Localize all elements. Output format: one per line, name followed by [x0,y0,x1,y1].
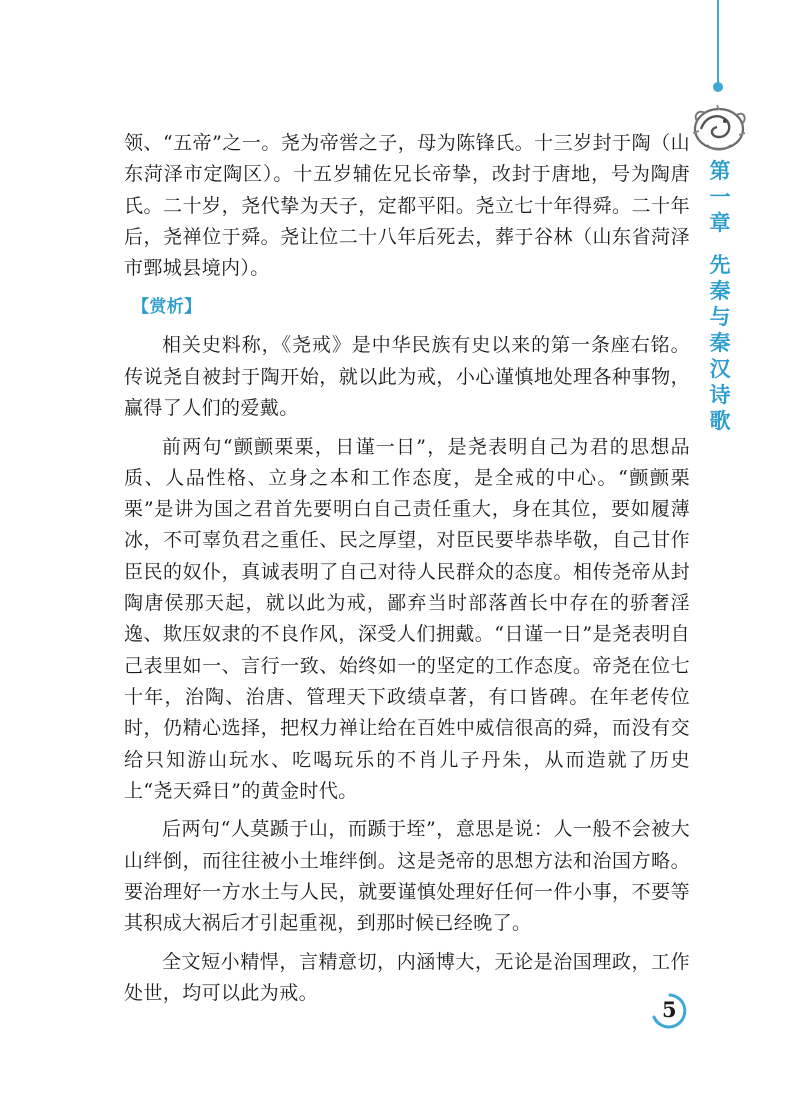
chapter-title-char: 诗 [709,383,731,407]
chapter-char: 一 [709,185,731,209]
chapter-title-char: 秦 [709,331,731,355]
paragraph-last-lines: 后两句“人莫踬于山，而踬于垤”，意思是说：人一般不会被大山绊倒，而往往被小土堆绊倒。这是尧帝的思想方法和治国方略。要治理好一方水土与人民，就要谨慎处理好任何一件小事，不要等其积成大祸后才引起重视，到那时候已经晚了。 [124,818,690,935]
page-number-badge [648,991,688,1031]
chapter-title-char: 与 [709,305,731,329]
chapter-vertical-label [700,158,740,434]
paragraph-first-lines: 前两句“颤颤栗栗，日谨一日”，是尧表明自己为君的思想品质、人品性格、立身之本和工作态度，是全戒的中心。“颤颤栗栗”是讲为国之君首先要明白自己责任重大，身在其位，要如履薄冰，不可辜负君之重任、民之厚望，对臣民要毕恭毕敬，自己甘作臣民的奴仆，真诚表明了自己对待人民群众的态度。相传尧帝从封陶唐侯那天起，就以此为戒，鄙弃当时部落酋长中存在的骄奢淫逸、欺压奴隶的不良作风，深受人们拥戴。“日谨一日”是尧表明自己表里如一、言行一致、始终如一的坚定的工作态度。帝尧在位七十年，治陶、治唐、管理天下政绩卓著，有口皆碑。在年老传位时，仍精心选择，把权力禅让给在百姓中威信很高的舜，而没有交给只知游山玩水、吃喝玩乐的不肖儿子丹朱，从而造就了历史上“尧天舜日”的黄金时代。 [124,435,690,802]
chapter-title-char: 秦 [709,279,731,303]
paragraph-conclusion: 全文短小精悍，言精意切，内涵博大，无论是治国理政，工作处世，均可以此为戒。 [124,950,690,1005]
chapter-title-char: 歌 [709,409,731,433]
chapter-title-char: 汉 [709,357,731,381]
margin-dot [713,82,723,92]
dragon-emblem-icon [689,99,749,155]
chapter-char: 第 [709,159,731,183]
section-heading-analysis: 【赏析】 [132,296,202,317]
paragraph-biography: 领、“五帝”之一。尧为帝喾之子，母为陈锋氏。十三岁封于陶（山东菏泽市定陶区）。十五岁辅佐兄长帝挚，改封于唐地，号为陶唐氏。二十岁，尧代挚为天子，定都平阳。尧立七十年得舜。二十年后，尧禅位于舜。尧让位二十八年后死去，葬于谷林（山东省菏泽市鄄城县境内）。 [124,132,690,280]
paragraph-intro: 相关史料称，《尧戒》是中华民族有史以来的第一条座右铭。传说尧自被封于陶开始，就以此为戒，小心谨慎地处理各种事物，赢得了人们的爱戴。 [124,334,690,419]
body-text [124,128,690,1017]
chapter-title-char: 先 [709,253,731,277]
chapter-char: 章 [709,211,731,235]
margin-rule [717,0,719,86]
page-number: 5 [662,997,677,1022]
